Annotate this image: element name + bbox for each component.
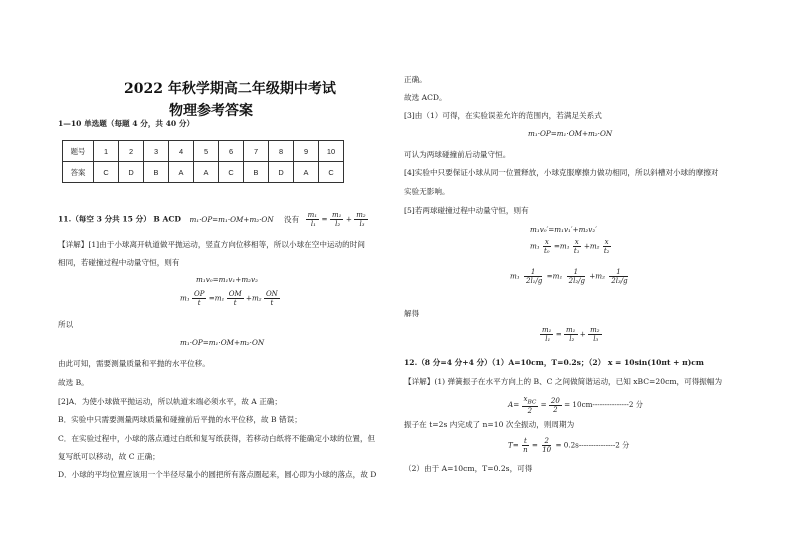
- table-cell: A: [169, 162, 194, 183]
- section-heading: 1—10 单选题（每题 4 分，共 40 分）: [58, 119, 195, 128]
- amplitude-equation: A= $\frac{x_{BC}}{2}$ = $\frac{20}{2}$ = 10cm---------------2 分: [508, 395, 643, 416]
- detail-line: 振子在 t=2s 内完成了 n=10 次全振动，则周期为: [404, 420, 575, 429]
- table-cell: D: [269, 162, 294, 183]
- detail-line: 所以: [58, 320, 74, 329]
- table-cell: C: [319, 162, 344, 183]
- detail-line: 复写纸可以移动，故 C 正确；: [58, 452, 160, 461]
- table-header-cell: 题号: [63, 141, 94, 162]
- position-equation: m₁ $\frac{OP}{t}$ =m₁ $\frac{OM}{t}$ +m₂ $\frac{ON}{t}$: [180, 290, 278, 307]
- table-row: [63, 162, 344, 183]
- time-equation: m₁ $\frac{1}{\text{2l₁/g}}$ =m₁ $\frac{1}{\text{2l₂/g}}$ +m₂ $\frac{1}{\text{2l₃/g}}$: [510, 268, 628, 285]
- table-cell: A: [194, 162, 219, 183]
- table-cell: 10: [319, 141, 344, 162]
- detail-line: 相同，若碰撞过程中动量守恒，则有: [58, 258, 180, 267]
- fraction: $\frac{\text{m₂}}{\text{l₃}}$: [356, 211, 366, 228]
- detail-line: [5]若两球碰撞过程中动量守恒，则有: [404, 206, 529, 215]
- detail-line: 可认为两球碰撞前后动量守恒。: [404, 150, 511, 159]
- table-cell: B: [244, 162, 269, 183]
- result-equation: m₁·OP=m₁·OM+m₂·ON: [528, 129, 613, 138]
- fraction: $\frac{\text{m₁}}{\text{l₁}}$: [307, 211, 318, 228]
- table-cell: 9: [294, 141, 319, 162]
- table-cell: 7: [244, 141, 269, 162]
- detail-line: 由此可知，需要测量质量和平抛的水平位移。: [58, 359, 210, 368]
- detail-line: C．在实验过程中，小球的落点通过白纸和复写纸获得，若移动白纸将不能确定小球的位置，但: [58, 434, 376, 443]
- momentum-equation: m₁v₀=m₁v₁+m₂v₂: [196, 275, 258, 284]
- q11-line: 11.（每空 3 分共 15 分） B ACD m₁·OP=m₁·OM+m₂·ON 没有 $\frac{\text{m₁}}{\text{l₁}}$ = $\frac{\text{m₁}}{\text{l₂}}$ + $\frac{\text{m₂}}{\text{l₃}}$: [58, 211, 366, 228]
- table-row: [63, 141, 344, 162]
- detail-line: 正确。: [404, 75, 427, 84]
- detail-line: [4]实验中只要保证小球从同一位置释放，小球克服摩擦力做功相同，所以斜槽对小球的摩擦对: [404, 168, 719, 177]
- table-cell: 2: [119, 141, 144, 162]
- detail-line: B．实验中只需要测量两球质量和碰撞前后平抛的水平位移，故 B 错误；: [58, 415, 302, 424]
- final-equation: $\frac{\text{m₁}}{\text{l₁}}$ = $\frac{\text{m₁}}{\text{l₂}}$ + $\frac{\text{m₂}}{\text{l₃}}$: [542, 326, 600, 343]
- table-cell: 3: [144, 141, 169, 162]
- answer-table: [62, 140, 344, 183]
- table-cell: 8: [269, 141, 294, 162]
- q12-heading: 12.（8 分=4 分+4 分）（1）A=10cm，T=0.2s；（2） x = 10sin(10πt + π)cm: [404, 358, 704, 367]
- detail-line: 故选 B。: [58, 378, 89, 387]
- table-cell: 6: [219, 141, 244, 162]
- detail-line: 【详解】(1) 弹簧振子在水平方向上的 B、C 之间做简谐运动，已知 xBC=20cm，可得振幅为: [404, 377, 723, 386]
- table-cell: C: [94, 162, 119, 183]
- detail-line: [2]A．为使小球做平抛运动，所以轨道末端必须水平，故 A 正确；: [58, 397, 282, 406]
- detail-line: 故选 ACD。: [404, 93, 447, 102]
- result-equation: m₁·OP=m₁·OM+m₂·ON: [180, 338, 265, 347]
- detail-line: （2）由于 A=10cm，T=0.2s，可得: [404, 464, 533, 473]
- detail-line: [3]由（1）可得，在实验误差允许的范围内，若满足关系式: [404, 111, 602, 120]
- momentum-equation: m₁v₀′=m₁v₁′+m₂v₂′: [530, 225, 597, 234]
- period-equation: T= $\frac{t}{n}$ = $\frac{2}{10}$ = 0.2s---------------2 分: [508, 437, 630, 454]
- table-cell: 4: [169, 141, 194, 162]
- answer-subtitle: 物理参考答案: [169, 103, 253, 119]
- table-cell: B: [144, 162, 169, 183]
- detail-line: 【详解】[1]由于小球离开轨道做平抛运动，竖直方向位移相等，所以小球在空中运动的时间: [58, 240, 365, 249]
- detail-line: D．小球的平均位置应该用一个半径尽量小的圆把所有落点圈起来，圆心即为小球的落点，故 D: [58, 470, 377, 479]
- velocity-equation: m₁ $\frac{x}{\text{t₀}}$ =m₁ $\frac{x}{\text{t₁}}$ +m₂ $\frac{x}{\text{t₂}}$: [530, 238, 610, 255]
- q11-equation: m₁·OP=m₁·OM+m₂·ON: [189, 214, 274, 224]
- table-cell: C: [219, 162, 244, 183]
- exam-title: 2022 年秋学期高二年级期中考试: [124, 81, 336, 97]
- detail-line: 实验无影响。: [404, 187, 450, 196]
- table-cell: 1: [94, 141, 119, 162]
- table-header-cell: 答案: [63, 162, 94, 183]
- q11-heading: 11.（每空 3 分共 15 分） B ACD: [58, 214, 182, 224]
- fraction: $\frac{\text{m₁}}{\text{l₂}}$: [331, 211, 342, 228]
- table-cell: D: [119, 162, 144, 183]
- table-cell: 5: [194, 141, 219, 162]
- table-cell: A: [294, 162, 319, 183]
- q11-or-label: 没有: [284, 214, 300, 224]
- detail-line: 解得: [404, 309, 420, 318]
